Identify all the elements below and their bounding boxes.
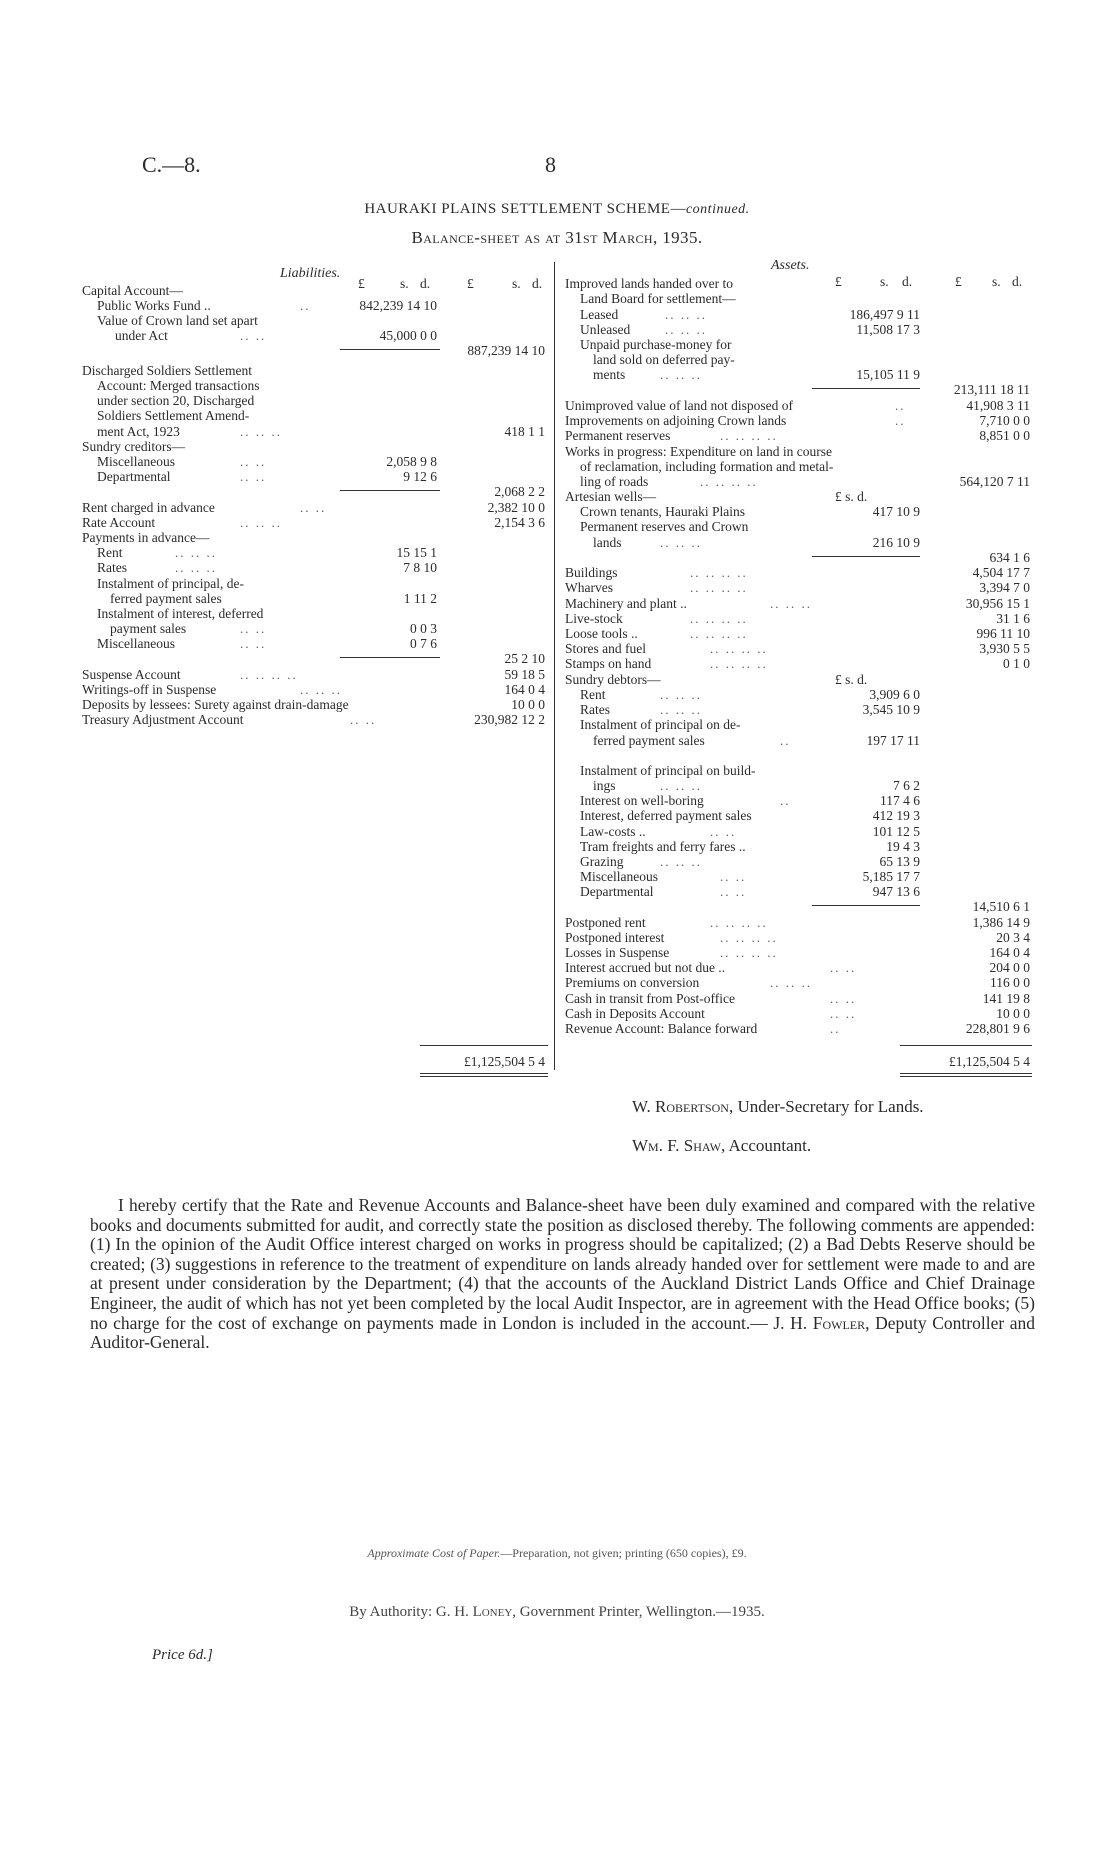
sd-interest-label: Interest, deferred payment sales [580,808,752,823]
certificate-signatory-title: Deputy Controller and Auditor-General. [90,1312,1036,1353]
pa-inst-label-1: Instalment of principal, de- [97,576,244,591]
sd-misc-amount: 5,185 17 7 [862,869,920,884]
sundry-debtors-label: Sundry debtors— [565,672,661,687]
cash-transit-label: Cash in transit from Post-office [565,991,735,1006]
unimproved-label: Unimproved value of land not disposed of [565,398,793,413]
assets-caption: Assets. [771,258,810,273]
postponed-interest-label: Postponed interest [565,930,665,945]
liab-head-pound-1: £ [358,276,365,291]
pa-int-amount: 0 0 3 [410,621,437,636]
liab-dept-amount: 9 12 6 [403,469,437,484]
liab-head-pound-2: £ [467,276,474,291]
works-amount: 564,120 7 11 [959,474,1030,489]
unpaid-label-2: land sold on deferred pay- [593,352,735,367]
permanent-amount: 8,851 0 0 [979,428,1030,443]
postponed-rent-amount: 1,386 14 9 [972,915,1030,930]
sd-rates-label: Rates [580,702,610,717]
premiums-label: Premiums on conversion [565,975,700,990]
page-title [0,201,1114,218]
crown-land-label-1: Value of Crown land set apart [97,313,258,328]
losses-amount: 164 0 4 [989,945,1030,960]
wharves-amount: 3,394 7 0 [979,580,1030,595]
public-works-fund-label: Public Works Fund .. [97,298,211,313]
stores-amount: 3,930 5 5 [979,641,1030,656]
sd-rent-amount: 3,909 6 0 [869,687,920,702]
sd-tram-amount: 19 4 3 [886,839,920,854]
machinery-amount: 30,956 15 1 [965,596,1030,611]
sd-dept-label: Departmental [580,884,654,899]
cost-text: —Preparation, not given; printing (650 copies), £9. [500,1546,747,1560]
asset-head-s-2: s. [992,274,1001,289]
sd-law-amount: 101 12 5 [872,824,920,839]
interest-accrued-label: Interest accrued but not due .. [565,960,726,975]
pa-misc-label: Miscellaneous [97,636,175,651]
liabilities-grand-total: £1,125,504 5 4 [464,1054,545,1069]
improved-label-1: Improved lands handed over to [565,276,733,291]
liab-misc-label: Miscellaneous [97,454,175,469]
sd-rates-amount: 3,545 10 9 [862,702,920,717]
signature-2-name: Wm. F. Shaw, [632,1136,726,1155]
unleased-label: Unleased [580,322,631,337]
printer-name: G. H. Loney, [435,1604,517,1620]
title-continued: continued. [685,202,750,217]
interest-accrued-amount: 204 0 0 [989,960,1030,975]
document-reference: C.—8. [142,152,201,177]
sd-grazing-label: Grazing [580,854,624,869]
payments-advance-label: Payments in advance— [82,530,210,545]
pa-int-label-2: payment sales [110,621,187,636]
sd-dept-amount: 947 13 6 [872,884,920,899]
treasury-label: Treasury Adjustment Account [82,712,244,727]
liab-dept-label: Departmental [97,469,171,484]
machinery-label: Machinery and plant .. [565,596,687,611]
public-works-fund-amount: 842,239 14 10 [359,298,437,313]
deposits-label: Deposits by lessees: Surety against drain-damage [82,697,349,712]
unimproved-amount: 41,908 3 11 [966,398,1030,413]
suspense-amount: 59 18 5 [504,667,545,682]
pa-misc-amount: 0 7 6 [410,636,437,651]
sd-inst-label-1: Instalment of principal on de- [580,717,741,732]
cash-transit-amount: 141 19 8 [982,991,1030,1006]
unpaid-label-3: ments [593,367,626,382]
stores-label: Stores and fuel [565,641,646,656]
capital-account-label: Capital Account— [82,283,183,298]
rent-advance-amount: 2,382 10 0 [487,500,545,515]
dss-label-4: Soldiers Settlement Amend- [97,408,250,423]
authority-line [0,1604,1114,1621]
liab-head-s-1: s. [400,276,409,291]
sd-well-amount: 117 4 6 [880,793,920,808]
page-number: 8 [545,152,556,177]
sd-well-label: Interest on well-boring [580,793,704,808]
printer-rest: Government Printer, Wellington.—1935. [519,1604,765,1620]
certificate-signatory: J. H. Fowler, [773,1312,870,1333]
sd-build-label-2: ings [593,778,616,793]
artesian-label: Artesian wells— [565,489,657,504]
sd-inst-label-2: ferred payment sales [593,733,705,748]
losses-label: Losses in Suspense [565,945,670,960]
sundry-creditors-total: 2,068 2 2 [494,484,545,499]
dss-label-2: Account: Merged transactions [97,378,260,393]
asset-head-s-1: s. [880,274,889,289]
sundry-creditors-label: Sundry creditors— [82,439,186,454]
liabilities-caption: Liabilities. [280,266,341,281]
sundry-debtors-col-heads: £ s. d. [835,672,868,687]
column-divider [554,262,555,1070]
crown-tenants-amount: 417 10 9 [872,504,920,519]
postponed-interest-amount: 20 3 4 [996,930,1030,945]
works-label-3: ling of roads [580,474,649,489]
artesian-col-heads: £ s. d. [835,489,868,504]
crown-land-label-2: under Act [115,328,168,343]
leased-amount: 186,497 9 11 [849,307,920,322]
artesian-total: 634 1 6 [989,550,1030,565]
leased-label: Leased [580,307,619,322]
suspense-label: Suspense Account [82,667,181,682]
pa-rates-label: Rates [97,560,127,575]
wharves-label: Wharves [565,580,613,595]
buildings-label: Buildings [565,565,618,580]
signature-1 [632,1097,924,1117]
improvements-amount: 7,710 0 0 [979,413,1030,428]
pa-inst-label-2: ferred payment sales [110,591,222,606]
improved-label-2: Land Board for settlement— [580,291,736,306]
treasury-amount: 230,982 12 2 [474,712,545,727]
revenue-account-amount: 228,801 9 6 [965,1021,1030,1036]
rate-account-label: Rate Account [82,515,156,530]
livestock-label: Live-stock [565,611,623,626]
dss-label-5: ment Act, 1923 [97,424,180,439]
assets-grand-total: £1,125,504 5 4 [949,1054,1030,1069]
certificate-text: I hereby certify that the Rate and Revenue Accounts and Balance-sheet have been duly examined and compared with the relative books and documents submitted for audit, and correctly state the position as disclosed thereby. The following comments are appended: (1) In the opinion of the Audit Office interest charged on works in progress should be capitalized; (2) a Bad Debts Reserve should be created; (3) suggestions in reference to the treatment of expenditure on lands already handed over for settlement were made to and are at present under consideration by the Department; (4) that the accounts of the Auckland District Lands Office and Chief Drainage Engineer, the audit of which has not yet been completed by the local Audit Inspector, are in agreement with the Head Office books; (5) no charge for the cost of exchange on payments made in London is included in the account.— [90,1195,1035,1333]
asset-head-pound-1: £ [835,274,842,289]
stamps-label: Stamps on hand [565,656,652,671]
title-main: HAURAKI PLAINS SETTLEMENT SCHEME— [364,201,686,217]
liab-head-d-1: d. [420,276,431,291]
price: Price 6d.] [152,1647,213,1663]
dss-label-3: under section 20, Discharged [97,393,255,408]
balance-sheet-subtitle: Balance-sheet as at 31st March, 1935. [411,228,703,247]
asset-head-d-1: d. [902,274,913,289]
perm-crown-label-2: lands [593,535,622,550]
sd-law-label: Law-costs .. [580,824,646,839]
stamps-amount: 0 1 0 [1003,656,1030,671]
sd-build-amount: 7 6 2 [893,778,920,793]
sd-rent-label: Rent [580,687,606,702]
pa-rent-label: Rent [97,545,123,560]
sd-misc-label: Miscellaneous [580,869,658,884]
asset-head-pound-2: £ [955,274,962,289]
works-label-1: Works in progress: Expenditure on land in course [565,444,832,459]
sd-tram-label: Tram freights and ferry fares .. [580,839,746,854]
cash-deposits-amount: 10 0 0 [996,1006,1030,1021]
rate-account-amount: 2,154 3 6 [494,515,545,530]
pa-inst-amount: 1 11 2 [403,591,437,606]
perm-crown-label-1: Permanent reserves and Crown [580,519,749,534]
sd-build-label-1: Instalment of principal on build- [580,763,756,778]
dss-label-1: Discharged Soldiers Settlement [82,363,252,378]
rent-advance-label: Rent charged in advance [82,500,215,515]
deposits-amount: 10 0 0 [511,697,545,712]
pa-int-label-1: Instalment of interest, deferred [97,606,264,621]
audit-certificate [90,1196,1035,1353]
signature-2 [632,1136,811,1156]
crown-tenants-label: Crown tenants, Hauraki Plains [580,504,745,519]
loose-tools-amount: 996 11 10 [976,626,1030,641]
permanent-label: Permanent reserves [565,428,671,443]
sd-grazing-amount: 65 13 9 [879,854,920,869]
unleased-amount: 11,508 17 3 [856,322,920,337]
sd-interest-amount: 412 19 3 [872,808,920,823]
premiums-amount: 116 0 0 [990,975,1030,990]
liab-misc-amount: 2,058 9 8 [386,454,437,469]
works-label-2: of reclamation, including formation and metal- [580,459,834,474]
improved-total: 213,111 18 11 [953,382,1030,397]
buildings-amount: 4,504 17 7 [972,565,1030,580]
sd-inst-amount: 197 17 11 [866,733,920,748]
writings-off-label: Writings-off in Suspense [82,682,217,697]
payments-advance-total: 25 2 10 [504,651,545,666]
asset-head-d-2: d. [1012,274,1023,289]
sundry-debtors-total: 14,510 6 1 [972,899,1030,914]
revenue-account-label: Revenue Account: Balance forward [565,1021,758,1036]
signature-2-title: Accountant. [728,1136,812,1155]
signature-1-title: Under-Secretary for Lands. [737,1097,924,1116]
authority-label: By Authority: [349,1604,433,1620]
crown-land-amount: 45,000 0 0 [379,328,437,343]
loose-tools-label: Loose tools .. [565,626,638,641]
capital-total: 887,239 14 10 [467,343,545,358]
writings-off-amount: 164 0 4 [504,682,545,697]
liab-head-s-2: s. [512,276,521,291]
pa-rent-amount: 15 15 1 [396,545,437,560]
cash-deposits-label: Cash in Deposits Account [565,1006,705,1021]
liab-head-d-2: d. [532,276,543,291]
signature-1-name: W. Robertson, [632,1097,734,1116]
unpaid-amount: 15,105 11 9 [856,367,920,382]
improvements-label: Improvements on adjoining Crown lands [565,413,787,428]
cost-label: Approximate Cost of Paper. [367,1546,501,1560]
unpaid-label-1: Unpaid purchase-money for [580,337,732,352]
perm-crown-amount: 216 10 9 [872,535,920,550]
livestock-amount: 31 1 6 [996,611,1030,626]
cost-of-paper [0,1546,1114,1561]
dss-amount: 418 1 1 [504,424,545,439]
postponed-rent-label: Postponed rent [565,915,646,930]
pa-rates-amount: 7 8 10 [403,560,437,575]
document-page: C.—8. 8 HAURAKI PLAINS SETTLEMENT SCHEME—continued. Balance-sheet as at 31st March, 1935. Liabilities. £ s. d. £ s. d. Capital Account— Public Works Fund .. .. 842,239 14 10 Value of Crown land set apart under Act .. .. 45,000 0 0 887,239 14 10 Discharged Soldiers Settlement Account: Merged transactions under section 20, Discharged Soldiers Settlement Amend- ment Act, 1923 .. .. .. 418 1 1 Sundry creditors— Miscellaneous .. .. 2,058 9 8 Departmental .. .. 9 12 6 2,068 2 2 Rent charged in advance .. .. 2,382 10 0 Rate Account .. .. .. 2,154 3 6 Payments in advance— Rent .. .. .. 15 15 1 Rates .. .. .. 7 8 10 Instalment of principal, de- ferred payment sales 1 11 2 Instalment of interest, deferred payment sales .. .. 0 0 3 Miscellaneous .. .. 0 7 6 25 2 10 Suspense Account .. .. .. .. 59 18 5 Writings-off in Suspense .. .. .. 164 0 4 Deposits by lessees: Surety against drain-damage 10 0 0 Treasury Adjustment Account .. .. 230,982 12 2 £1,125,504 5 4 Assets. £ s. d. £ s. d. Improved lands handed over to Land Board for settlement— Leased .. .. .. 186,497 9 11 Unleased .. .. .. 11,508 17 3 Unpaid purchase-money for land sold on deferred pay- ments .. .. .. 15,105 11 9 213,111 18 11 Unimproved value of land not disposed of .. 41,908 3 11 Improvements on adjoining Crown lands .. 7,710 0 0 Permanent reserves .. .. .. .. 8,851 0 0 Works in progress: Expenditure on land in course of reclamation, including formation and metal- ling of roads .. .. .. .. 564,120 7 11 Artesian wells— £ s. d. Crown tenants, Hauraki Plains 417 10 9 Permanent reserves and Crown lands .. .. .. 216 10 9 634 1 6 Buildings .. .. .. .. 4,504 17 7 Wharves .. .. .. .. 3,394 7 0 Machinery and plant .. .. .. .. 30,956 15 1 Live-stock .. .. .. .. 31 1 6 Loose tools .. .. .. .. .. 996 11 10 Stores and fuel .. .. .. .. 3,930 5 5 Stamps on hand .. .. .. .. 0 1 0 Sundry debtors— £ s. d. Rent .. .. .. 3,909 6 0 Rates .. .. .. 3,545 10 9 Instalment of principal on de- ferred payment sales .. 197 17 11 Instalment of principal on build- ings .. .. .. 7 6 2 Interest on well-boring .. 117 4 6 Interest, deferred payment sales 412 19 3 Law-costs .. .. .. 101 12 5 Tram freights and ferry fares .. 19 4 3 Grazing .. .. .. 65 13 9 Miscellaneous .. .. 5,185 17 7 Departmental .. .. 947 13 6 14,510 6 1 Postponed rent .. .. .. .. 1,386 14 9 Postponed interest .. .. .. .. 20 3 4 Losses in Suspense .. .. .. .. 164 0 4 Interest accrued but not due .. .. .. 204 0 0 Premiums on conversion .. .. .. 116 0 0 Cash in transit from Post-office .. .. 141 19 8 Cash in Deposits Account .. .. 10 0 0 Revenue Account: Balance forward .. 228,801 9 6 £1,125,504 5 4 W. Robertson, Under-Secretary for Lands. Wm. F. Shaw, Accountant. I hereby certify that the Rate and Revenue Accounts and Balance-sheet have been duly examined and compared with the relative books and documents submitted for audit, and correctly state the position as disclosed thereby. The following comments are appended: (1) In the opinion of the Audit Office interest charged on works in progress should be capitalized; (2) a Bad Debts Reserve should be created; (3) suggestions in reference to the treatment of expenditure on lands already handed over for settlement were made to and are at present under consideration by the Department; (4) that the accounts of the Auckland District Lands Office and Chief Drainage Engineer, the audit of which has not yet been completed by the local Audit Inspector, are in agreement with the Head Office books; (5) no charge for the cost of exchange on payments made in London is included in the account.— J. H. Fowler, Deputy Controller and Auditor-General. Approximate Cost of Paper.—Preparation, not given; printing (650 copies), £9. By Authority: G. H. Loney, Government Printer, Wellington.—1935. Price 6d.] [0,0,1114,1872]
